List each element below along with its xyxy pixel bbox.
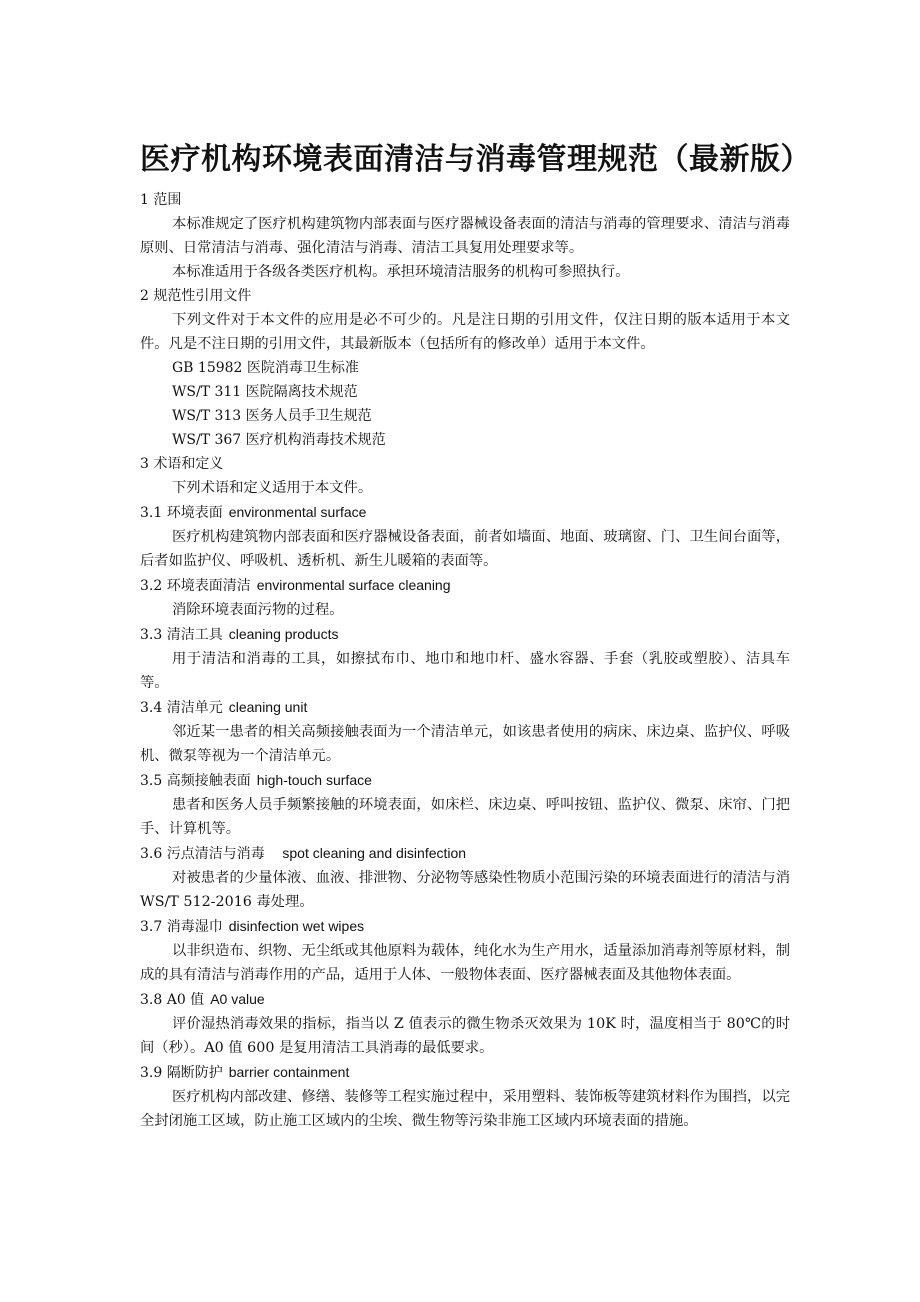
term-number: 3.9 隔断防护 bbox=[140, 1065, 223, 1081]
term-heading bbox=[140, 1060, 790, 1085]
reference-item: WS/T 313 医务人员手卫生规范 bbox=[172, 408, 372, 424]
term-number: 3.1 环境表面 bbox=[140, 505, 223, 521]
paragraph: 下列文件对于本文件的应用是必不可少的。凡是注日期的引用文件，仅注日期的版本适用于本文件。凡是不注日期的引用文件，其最新版本（包括所有的修改单）适用于本文件。 bbox=[140, 312, 790, 352]
term-heading bbox=[140, 695, 790, 720]
term-heading bbox=[140, 622, 790, 647]
term-heading bbox=[140, 914, 790, 939]
term-number: 3.4 清洁单元 bbox=[140, 700, 223, 716]
term-heading bbox=[140, 768, 790, 793]
term-definition: 以非织造布、织物、无尘纸或其他原料为载体，纯化水为生产用水，适量添加消毒剂等原材料，制成的具有清洁与消毒作用的产品，适用于人体、一般物体表面、医疗器械表面及其他物体表面。 bbox=[140, 943, 790, 983]
term-definition: 用于清洁和消毒的工具，如擦拭布巾、地巾和地巾杆、盛水容器、手套（乳胶或塑胶）、洁具车等。 bbox=[140, 651, 790, 691]
term-english: high-touch surface bbox=[256, 772, 372, 788]
paragraph: 本标准适用于各级各类医疗机构。承担环境清洁服务的机构可参照执行。 bbox=[172, 264, 630, 280]
term-definition: 邻近某一患者的相关高频接触表面为一个清洁单元，如该患者使用的病床、床边桌、监护仪、呼吸机、微泵等视为一个清洁单元。 bbox=[140, 724, 790, 764]
term-english: A0 value bbox=[210, 991, 265, 1007]
reference-item: WS/T 311 医院隔离技术规范 bbox=[172, 384, 358, 400]
term-heading bbox=[140, 841, 790, 866]
term-heading bbox=[140, 500, 790, 525]
term-definition: 对被患者的少量体液、血液、排泄物、分泌物等感染性物质小范围污染的环境表面进行的清洁与消 WS/T 512-2016 毒处理。 bbox=[140, 870, 790, 910]
term-heading bbox=[140, 573, 790, 598]
section-heading-references: 2 规范性引用文件 bbox=[140, 288, 252, 304]
document-title: 医疗机构环境表面清洁与消毒管理规范（最新版） bbox=[140, 142, 811, 177]
section-heading-terms: 3 术语和定义 bbox=[140, 456, 224, 472]
term-definition: 患者和医务人员手频繁接触的环境表面，如床栏、床边桌、呼叫按钮、监护仪、微泵、床帘、门把手、计算机等。 bbox=[140, 797, 790, 837]
document-page bbox=[140, 138, 811, 1133]
term-definition: 消除环境表面污物的过程。 bbox=[172, 602, 344, 618]
term-english: barrier containment bbox=[228, 1064, 350, 1080]
term-number: 3.5 高频接触表面 bbox=[140, 773, 251, 789]
term-english: environmental surface bbox=[228, 504, 367, 520]
term-english: environmental surface cleaning bbox=[256, 577, 451, 593]
reference-item: GB 15982 医院消毒卫生标准 bbox=[172, 360, 359, 376]
term-number: 3.2 环境表面清洁 bbox=[140, 578, 251, 594]
paragraph: 本标准规定了医疗机构建筑物内部表面与医疗器械设备表面的清洁与消毒的管理要求、清洁与消毒原则、日常清洁与消毒、强化清洁与消毒、清洁工具复用处理要求等。 bbox=[140, 216, 790, 256]
term-number: 3.3 清洁工具 bbox=[140, 627, 223, 643]
term-number: 3.6 污点清洁与消毒 bbox=[140, 846, 265, 862]
term-english: cleaning unit bbox=[228, 699, 308, 715]
term-heading bbox=[140, 987, 790, 1012]
term-definition: 医疗机构内部改建、修缮、装修等工程实施过程中，采用塑料、装饰板等建筑材料作为围挡，以完全封闭施工区域，防止施工区域内的尘埃、微生物等污染非施工区域内环境表面的措施。 bbox=[140, 1089, 790, 1129]
paragraph: 下列术语和定义适用于本文件。 bbox=[172, 480, 373, 496]
term-english: cleaning products bbox=[228, 626, 339, 642]
term-english: disinfection wet wipes bbox=[228, 918, 365, 934]
section-heading-scope: 1 范围 bbox=[140, 192, 182, 208]
term-definition: 医疗机构建筑物内部表面和医疗器械设备表面，前者如墙面、地面、玻璃窗、门、卫生间台面等，后者如监护仪、呼吸机、透析机、新生儿暖箱的表面等。 bbox=[140, 529, 790, 569]
term-number: 3.7 消毒湿巾 bbox=[140, 919, 223, 935]
term-definition: 评价湿热消毒效果的指标，指当以 Z 值表示的微生物杀灭效果为 10K 时，温度相当于 80℃的时间（秒）。A0 值 600 是复用清洁工具消毒的最低要求。 bbox=[140, 1016, 790, 1056]
term-english: spot cleaning and disinfection bbox=[270, 845, 467, 861]
term-number: 3.8 A0 值 bbox=[140, 992, 205, 1008]
reference-item: WS/T 367 医疗机构消毒技术规范 bbox=[172, 432, 386, 448]
